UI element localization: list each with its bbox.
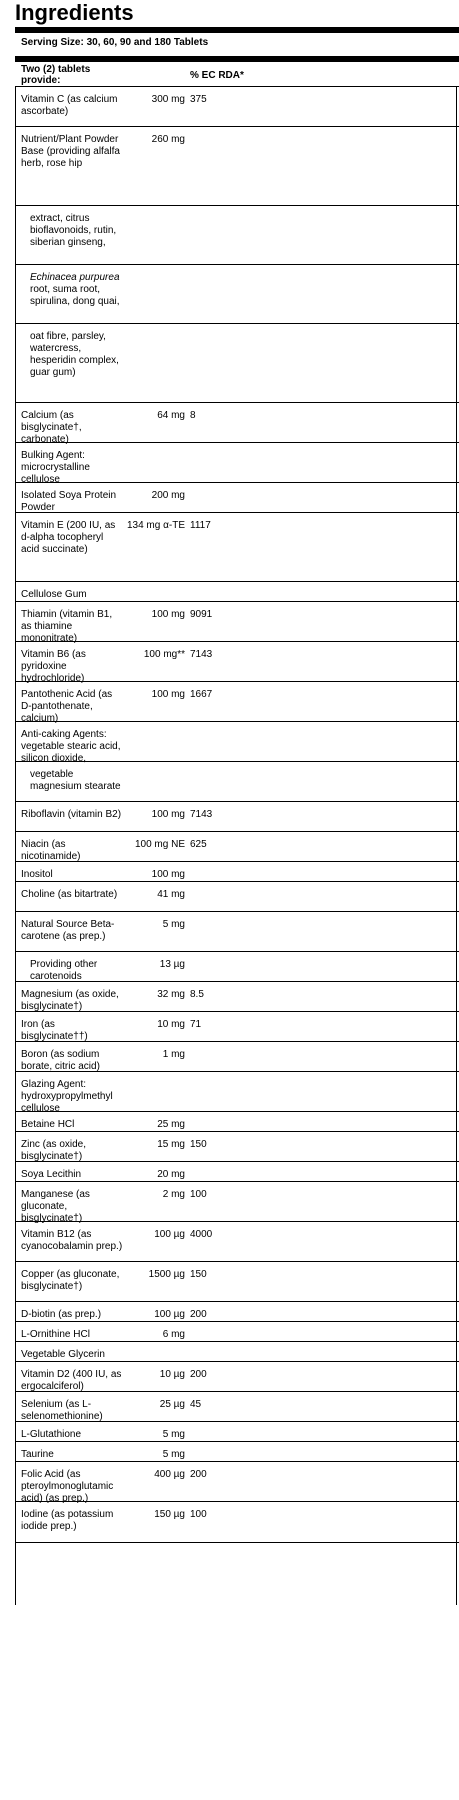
- ingredient-amount: 13 µg: [159, 959, 185, 970]
- page-title: Ingredients: [15, 0, 134, 25]
- table-row: [15, 1161, 459, 1182]
- ingredient-name: Folic Acid (as pteroylmonoglutamic acid) (as prep.): [21, 1469, 114, 1504]
- ingredient-amount: 10 mg: [157, 1019, 185, 1030]
- ingredient-name: Echinacea purpurea root, suma root, spirulina, dong quai,: [30, 272, 120, 307]
- ingredient-amount: 300 mg: [151, 94, 185, 105]
- ingredient-name: Vitamin C (as calcium ascorbate): [21, 94, 118, 117]
- ingredient-name: Copper (as gluconate, bisglycinate†): [21, 1269, 120, 1292]
- table-row: [15, 1421, 459, 1442]
- table-row: [15, 951, 459, 982]
- ingredient-amount: 32 mg: [157, 989, 185, 1000]
- ingredient-rda: 200: [190, 1369, 207, 1380]
- table-row: [15, 1071, 459, 1112]
- ingredient-name: Vitamin B6 (as pyridoxine hydrochloride): [21, 649, 86, 684]
- serving-size: Serving Size: 30, 60, 90 and 180 Tablets: [21, 37, 209, 48]
- table-row: [15, 761, 459, 802]
- ingredient-name: Cellulose Gum: [21, 589, 87, 600]
- ingredient-rda: 100: [190, 1189, 207, 1200]
- ingredient-rda: 200: [190, 1309, 207, 1320]
- ingredient-name: Selenium (as L-selenomethionine): [21, 1399, 103, 1422]
- table-row: [15, 1011, 459, 1042]
- ingredient-rda: 9091: [190, 609, 213, 620]
- ingredient-name: Vegetable Glycerin: [21, 1349, 105, 1360]
- ingredient-rda: 4000: [190, 1229, 213, 1240]
- ingredient-name: Manganese (as gluconate, bisglycinate†): [21, 1189, 90, 1224]
- ingredient-name: Boron (as sodium borate, citric acid): [21, 1049, 100, 1072]
- table-row: [15, 482, 459, 513]
- ingredient-name: Choline (as bitartrate): [21, 889, 118, 900]
- table-row: [15, 721, 459, 762]
- ingredient-name: Magnesium (as oxide, bisglycinate†): [21, 989, 119, 1012]
- table-row: [15, 1321, 459, 1342]
- table-row: [15, 601, 459, 642]
- ingredient-amount: 25 mg: [157, 1119, 185, 1130]
- table-row: [15, 1341, 459, 1362]
- ingredient-name: Iodine (as potassium iodide prep.): [21, 1509, 114, 1532]
- ingredient-rda: 150: [190, 1139, 207, 1150]
- ingredient-amount: 100 µg: [154, 1229, 185, 1240]
- ingredient-name: Soya Lecithin: [21, 1169, 82, 1180]
- column-header-amount: Two (2) tablets provide:: [21, 64, 91, 86]
- table-row: [15, 126, 459, 206]
- ingredient-amount: 150 µg: [154, 1509, 185, 1520]
- ingredient-name: D-biotin (as prep.): [21, 1309, 102, 1320]
- ingredient-rda: 7143: [190, 809, 213, 820]
- ingredient-name: vegetable magnesium stearate: [30, 769, 121, 792]
- ingredient-name: Nutrient/Plant Powder Base (providing alfalfa herb, rose hip: [21, 134, 120, 169]
- table-row: [15, 1461, 459, 1502]
- title-rule: [15, 27, 459, 33]
- ingredient-amount: 100 mg**: [143, 649, 185, 660]
- table-row: [15, 681, 459, 722]
- ingredient-name: Glazing Agent: hydroxypropylmethyl cellulose: [21, 1079, 113, 1114]
- ingredient-name: Taurine: [21, 1449, 54, 1460]
- ingredient-name: Anti-caking Agents: vegetable stearic acid, silicon dioxide,: [21, 729, 121, 764]
- ingredient-amount: 2 mg: [162, 1189, 185, 1200]
- ingredient-name: Bulking Agent: microcrystalline cellulose: [21, 450, 90, 485]
- ingredient-name: oat fibre, parsley, watercress, hesperidin complex, guar gum): [30, 331, 119, 378]
- ingredient-amount: 25 µg: [159, 1399, 185, 1410]
- ingredient-name: Isolated Soya Protein Powder: [21, 490, 117, 513]
- ingredient-rda: 7143: [190, 649, 213, 660]
- ingredient-amount: 100 mg: [151, 689, 185, 700]
- ingredient-rda: 150: [190, 1269, 207, 1280]
- ingredient-name: L-Ornithine HCl: [21, 1329, 90, 1340]
- table-row: [15, 881, 459, 912]
- ingredient-amount: 10 µg: [159, 1369, 185, 1380]
- table-row: [15, 581, 459, 602]
- ingredient-name: extract, citrus bioflavonoids, rutin, siberian ginseng,: [30, 213, 117, 248]
- ingredient-rda: 375: [190, 94, 207, 105]
- table-row: [15, 1041, 459, 1072]
- column-header-rda: % EC RDA*: [190, 70, 244, 81]
- table-row: [15, 911, 459, 952]
- ingredient-amount: 1 mg: [162, 1049, 185, 1060]
- table-row: [15, 1181, 459, 1222]
- ingredient-amount: 100 mg: [151, 609, 185, 620]
- header-rule: [15, 56, 459, 62]
- ingredient-name: Niacin (as nicotinamide): [21, 839, 81, 862]
- table-row: [15, 86, 459, 127]
- ingredient-amount: 100 mg: [151, 809, 185, 820]
- ingredient-amount: 15 mg: [157, 1139, 185, 1150]
- table-row: [15, 1361, 459, 1392]
- ingredient-amount: 41 mg: [157, 889, 185, 900]
- table-row: [15, 1301, 459, 1322]
- ingredient-rda: 71: [190, 1019, 202, 1030]
- ingredient-name: Providing other carotenoids: [30, 959, 98, 982]
- ingredient-name: Vitamin B12 (as cyanocobalamin prep.): [21, 1229, 123, 1252]
- table-row: [15, 981, 459, 1012]
- ingredient-rda: 200: [190, 1469, 207, 1480]
- ingredient-amount: 6 mg: [162, 1329, 185, 1340]
- ingredient-name: Pantothenic Acid (as D-pantothenate, calcium): [21, 689, 113, 724]
- table-row: [15, 1131, 459, 1162]
- ingredient-amount: 100 mg NE: [134, 839, 185, 850]
- ingredient-name: Vitamin D2 (400 IU, as ergocalciferol): [21, 1369, 122, 1392]
- table-row: [15, 1501, 459, 1543]
- table-row: [15, 402, 459, 443]
- ingredient-rda: 1117: [190, 520, 211, 531]
- ingredient-amount: 100 mg: [151, 869, 185, 880]
- ingredient-name: Iron (as bisglycinate††): [21, 1019, 88, 1042]
- table-row: [15, 1221, 459, 1262]
- ingredients-panel: [10, 0, 459, 1605]
- ingredient-rda: 1667: [190, 689, 213, 700]
- table-row: [15, 512, 459, 582]
- ingredient-name: Zinc (as oxide, bisglycinate†): [21, 1139, 87, 1162]
- table-row: [15, 1111, 459, 1132]
- table-row: [15, 641, 459, 682]
- ingredient-rda: 8.5: [190, 989, 204, 1000]
- table-row: [15, 1441, 459, 1462]
- ingredient-name: Thiamin (vitamin B1, as thiamine mononitrate): [21, 609, 113, 644]
- ingredient-name: Inositol: [21, 869, 53, 880]
- table-row: [15, 1391, 459, 1422]
- ingredient-amount: 400 µg: [154, 1469, 185, 1480]
- table-row: [15, 442, 459, 483]
- table-row: [15, 831, 459, 862]
- ingredient-name: Natural Source Beta-carotene (as prep.): [21, 919, 115, 942]
- table-row: [15, 264, 459, 324]
- ingredient-rda: 45: [190, 1399, 202, 1410]
- ingredient-name: Vitamin E (200 IU, as d-alpha tocopheryl acid succinate): [21, 520, 116, 555]
- table-row: [15, 801, 459, 832]
- ingredient-name: Betaine HCl: [21, 1119, 75, 1130]
- ingredient-amount: 64 mg: [157, 410, 185, 421]
- table-row: [15, 323, 459, 403]
- ingredient-name: Calcium (as bisglycinate†, carbonate): [21, 410, 82, 445]
- ingredient-amount: 5 mg: [162, 1429, 185, 1440]
- ingredient-rda: 100: [190, 1509, 207, 1520]
- ingredient-name: L-Glutathione: [21, 1429, 82, 1440]
- ingredient-amount: 100 µg: [154, 1309, 185, 1320]
- ingredient-amount: 5 mg: [162, 919, 185, 930]
- table-row: [15, 861, 459, 882]
- ingredient-name: Riboflavin (vitamin B2): [21, 809, 122, 820]
- ingredient-amount: 1500 µg: [148, 1269, 185, 1280]
- ingredient-amount: 20 mg: [157, 1169, 185, 1180]
- ingredient-rda: 8: [190, 410, 196, 421]
- ingredient-amount: 260 mg: [151, 134, 185, 145]
- ingredient-amount: 200 mg: [151, 490, 185, 501]
- table-row: [15, 1261, 459, 1302]
- table-row: [15, 205, 459, 265]
- ingredient-amount: 5 mg: [162, 1449, 185, 1460]
- ingredient-rda: 625: [190, 839, 207, 850]
- ingredient-amount: 134 mg α-TE: [126, 520, 185, 531]
